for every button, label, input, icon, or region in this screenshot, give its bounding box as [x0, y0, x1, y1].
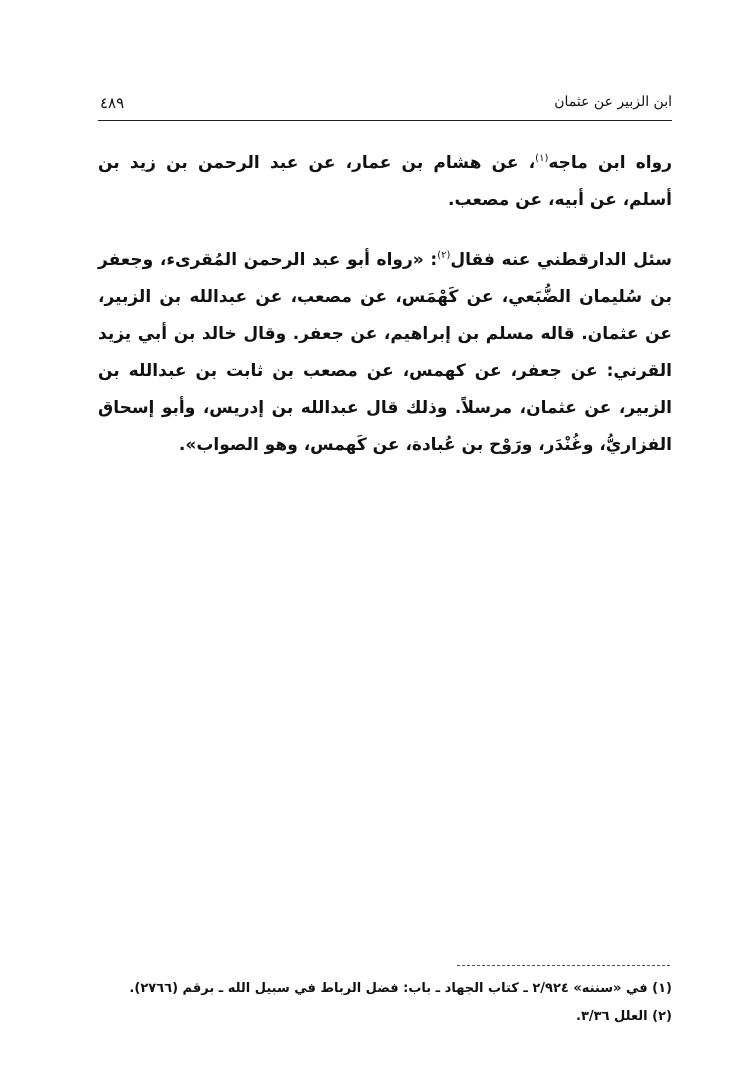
main-text: [98, 145, 672, 464]
paragraph-daraqutni: [98, 242, 672, 464]
footnote-2: (٢) العلل ٣/٣٦.: [576, 1009, 672, 1024]
page-number: ٤٨٩: [100, 94, 125, 112]
footnote-separator: [457, 965, 670, 966]
footnote-ref-2: (٢): [437, 250, 451, 261]
paragraph-1-text-start: رواه ابن ماجه: [548, 153, 672, 173]
page-header: [98, 92, 672, 121]
paragraph-2-text-start: سئل الدارقطني عنه فقال: [450, 250, 672, 270]
footnote-1: (١) في «سننه» ٢/٩٢٤ ـ كتاب الجهاد ـ باب: فضل الرباط في سبيل الله ـ برقم (٢٧٦٦).: [129, 981, 672, 996]
paragraph-2-text-end: : «رواه أبو عبد الرحمن المُقرىء، وجعفر بن سُليمان الضُّبَعي، عن كَهْمَس، عن مصعب، عن عبدالله بن الزبير، عن عثمان. قاله مسلم بن إبراهيم، عن جعفر. وقال خالد بن أبي يزيد القرني: عن جعفر، عن كهمس، عن مصعب بن ثابت بن عبدالله بن الزبير، عن عثمان، مرسلاً. وذلك قال عبدالله بن إدريس، وأبو إسحاق الفزاريُّ، وغُنْدَر، ورَوْح بن عُبادة، عن كَهمس، وهو الصواب».: [98, 250, 672, 455]
paragraph-ibn-majah: [98, 145, 672, 219]
running-title: ابن الزبير عن عثمان: [554, 94, 672, 110]
footnotes: [98, 975, 672, 1031]
footnote-ref-1: (١): [535, 153, 549, 164]
paragraph-1-text-end: ، عن هشام بن عمار، عن عبد الرحمن بن زيد بن أسلم، عن أبيه، عن مصعب.: [98, 153, 672, 210]
